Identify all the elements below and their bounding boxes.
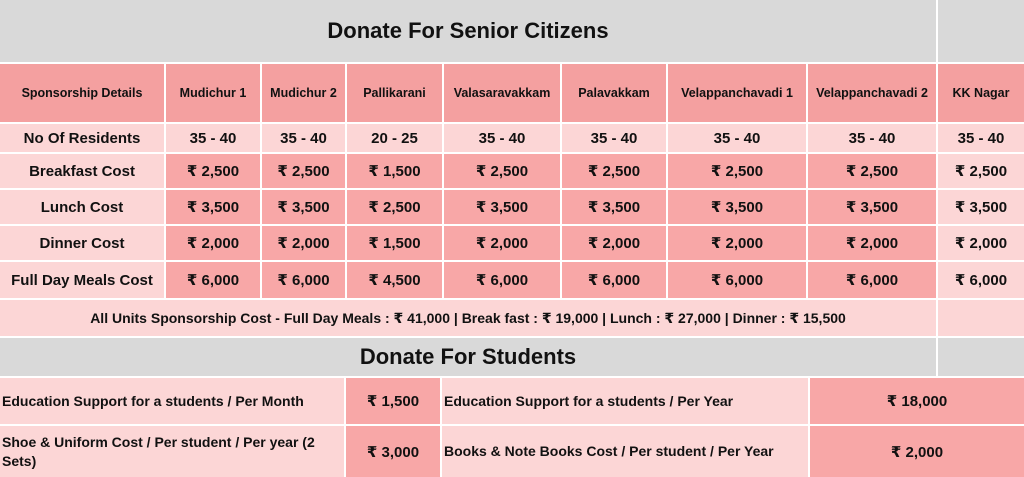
student-item-label: Education Support for a students / Per Month — [0, 378, 344, 424]
column-header: Valasaravakkam — [444, 64, 560, 122]
column-header: Velappanchavadi 1 — [668, 64, 806, 122]
table-cell: ₹ 6,000 — [938, 262, 1024, 298]
table-cell: ₹ 6,000 — [562, 262, 666, 298]
column-header: Mudichur 1 — [166, 64, 260, 122]
table-cell: ₹ 6,000 — [668, 262, 806, 298]
column-header: Velappanchavadi 2 — [808, 64, 936, 122]
table-cell: 35 - 40 — [562, 124, 666, 152]
table-cell: ₹ 2,500 — [562, 154, 666, 188]
table-cell: ₹ 1,500 — [347, 154, 442, 188]
table-cell: 35 - 40 — [262, 124, 345, 152]
table-cell: ₹ 6,000 — [808, 262, 936, 298]
table-cell: ₹ 2,000 — [444, 226, 560, 260]
table-cell: ₹ 2,000 — [562, 226, 666, 260]
column-header: KK Nagar — [938, 64, 1024, 122]
students-title: Donate For Students — [0, 338, 936, 376]
row-label: No Of Residents — [0, 124, 164, 152]
table-cell: ₹ 2,000 — [668, 226, 806, 260]
row-label: Dinner Cost — [0, 226, 164, 260]
table-cell: ₹ 2,000 — [808, 226, 936, 260]
sponsorship-summary-filler — [938, 300, 1024, 336]
column-header: Palavakkam — [562, 64, 666, 122]
table-cell: ₹ 4,500 — [347, 262, 442, 298]
student-item-label: Books & Note Books Cost / Per student / Per Year — [442, 426, 808, 477]
table-cell: ₹ 3,500 — [166, 190, 260, 224]
student-item-label: Education Support for a students / Per Year — [442, 378, 808, 424]
row-label: Full Day Meals Cost — [0, 262, 164, 298]
table-cell: ₹ 2,500 — [938, 154, 1024, 188]
table-cell: 35 - 40 — [808, 124, 936, 152]
table-cell: ₹ 3,500 — [938, 190, 1024, 224]
table-cell: ₹ 2,000 — [938, 226, 1024, 260]
table-cell: ₹ 2,500 — [668, 154, 806, 188]
table-cell: 20 - 25 — [347, 124, 442, 152]
row-label: Lunch Cost — [0, 190, 164, 224]
column-header: Pallikarani — [347, 64, 442, 122]
table-cell: ₹ 3,500 — [262, 190, 345, 224]
table-cell: ₹ 6,000 — [444, 262, 560, 298]
seniors-title-filler — [938, 0, 1024, 62]
seniors-title: Donate For Senior Citizens — [0, 0, 936, 62]
table-cell: 35 - 40 — [938, 124, 1024, 152]
student-item-value: ₹ 2,000 — [810, 426, 1024, 477]
row-label: Breakfast Cost — [0, 154, 164, 188]
student-item-value: ₹ 1,500 — [346, 378, 440, 424]
column-header: Mudichur 2 — [262, 64, 345, 122]
table-cell: 35 - 40 — [668, 124, 806, 152]
table-cell: ₹ 3,500 — [562, 190, 666, 224]
table-cell: 35 - 40 — [166, 124, 260, 152]
header-sponsorship-details: Sponsorship Details — [0, 64, 164, 122]
student-item-value: ₹ 3,000 — [346, 426, 440, 477]
table-cell: ₹ 2,500 — [808, 154, 936, 188]
table-cell: ₹ 3,500 — [668, 190, 806, 224]
table-cell: ₹ 2,000 — [262, 226, 345, 260]
sponsorship-summary: All Units Sponsorship Cost - Full Day Meals : ₹ 41,000 | Break fast : ₹ 19,000 | Lunch : ₹ 27,000 | Dinner : ₹ 15,500 — [0, 300, 936, 336]
table-cell: ₹ 2,500 — [444, 154, 560, 188]
table-cell: ₹ 3,500 — [808, 190, 936, 224]
table-cell: ₹ 6,000 — [262, 262, 345, 298]
table-cell: ₹ 3,500 — [444, 190, 560, 224]
table-cell: ₹ 2,000 — [166, 226, 260, 260]
table-cell: ₹ 2,500 — [347, 190, 442, 224]
students-title-filler — [938, 338, 1024, 376]
student-item-label: Shoe & Uniform Cost / Per student / Per year (2 Sets) — [0, 426, 344, 477]
table-cell: 35 - 40 — [444, 124, 560, 152]
student-item-value: ₹ 18,000 — [810, 378, 1024, 424]
table-cell: ₹ 1,500 — [347, 226, 442, 260]
table-cell: ₹ 2,500 — [262, 154, 345, 188]
table-cell: ₹ 2,500 — [166, 154, 260, 188]
table-cell: ₹ 6,000 — [166, 262, 260, 298]
